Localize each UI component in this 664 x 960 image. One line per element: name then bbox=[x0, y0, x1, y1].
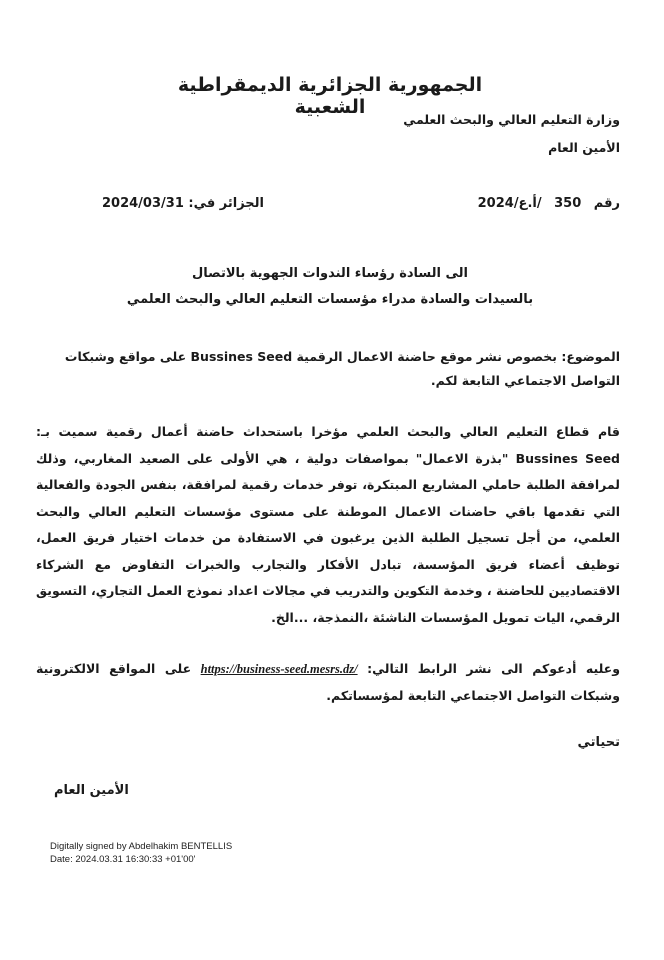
business-seed-link[interactable]: https://business-seed.mesrs.dz/ bbox=[200, 662, 358, 676]
issuing-office: الأمين العام bbox=[548, 140, 620, 155]
closing-greeting: تحياتي bbox=[577, 735, 620, 750]
republic-heading: الجمهورية الجزائرية الديمقراطية الشعبية bbox=[177, 74, 483, 118]
reference-code: /أ.ع/2024 bbox=[477, 196, 542, 211]
ministry-name: وزارة التعليم العالي والبحث العلمي bbox=[403, 112, 620, 127]
signatory-title: الأمين العام bbox=[54, 783, 129, 798]
addressee-line: الى السادة رؤساء الندوات الجهوية بالاتصال bbox=[191, 266, 469, 281]
body-paragraph bbox=[36, 656, 620, 709]
digital-signature bbox=[50, 840, 232, 866]
paragraph-text: وعليه أدعوكم الى نشر الرابط التالي: bbox=[357, 661, 620, 676]
place-date: الجزائر في: 2024/03/31 bbox=[102, 196, 264, 211]
signature-date: Date: 2024.03.31 16:30:33 +01'00' bbox=[50, 854, 196, 865]
addressee-line: بالسيدات والسادة مدراء مؤسسات التعليم العالي والبحث العلمي bbox=[126, 292, 534, 307]
body-paragraph: قام قطاع التعليم العالي والبحث العلمي مؤخرا باستحداث حاضنة أعمال رقمية سميت بـ: Bussines Seed "بذرة الاعمال" بمواصفات دولية ، هي الأولى على الصعيد المغاربي، وذلك لمرافقة الطلبة حاملي المشاريع المبتكرة، توفر خدمات رقمية لمرافقة، بنفس الجودة والفعالية التي تقدمها باقي حاضنات الاعمال الموطنة على مستوى مؤسسات التعليم العالي والبحث العلمي، من أجل تسجيل الطلبة الذين يرغبون في الاستفادة من خدمات اختيار فريق العمل، توظيف أعضاء فريق المؤسسة، تبادل الأفكار والتجارب والخبرات التفاوض مع الشركاء الاقتصاديين للحاضنة ، وخدمة التكوين والتدريب في مجالات اعداد نموذج العمل التجاري، التسويق الرقمي، اليات تمويل المؤسسات الناشئة ،النمذجة، ...الخ. bbox=[36, 424, 620, 625]
reference-number: 350 bbox=[554, 196, 582, 211]
reference-label: رقم bbox=[593, 196, 620, 211]
subject-line: الموضوع: بخصوص نشر موقع حاضنة الاعمال الرقمية Bussines Seed على مواقع وشبكات التواصل الاجتماعي التابعة لكم. bbox=[64, 349, 620, 388]
reference-line bbox=[478, 196, 620, 211]
signature-signer: Digitally signed by Abdelhakim BENTELLIS bbox=[50, 841, 233, 852]
paragraph-text: على المواقع الالكترونية وشبكات التواصل الاجتماعي التابعة لمؤسساتكم. bbox=[36, 661, 620, 703]
